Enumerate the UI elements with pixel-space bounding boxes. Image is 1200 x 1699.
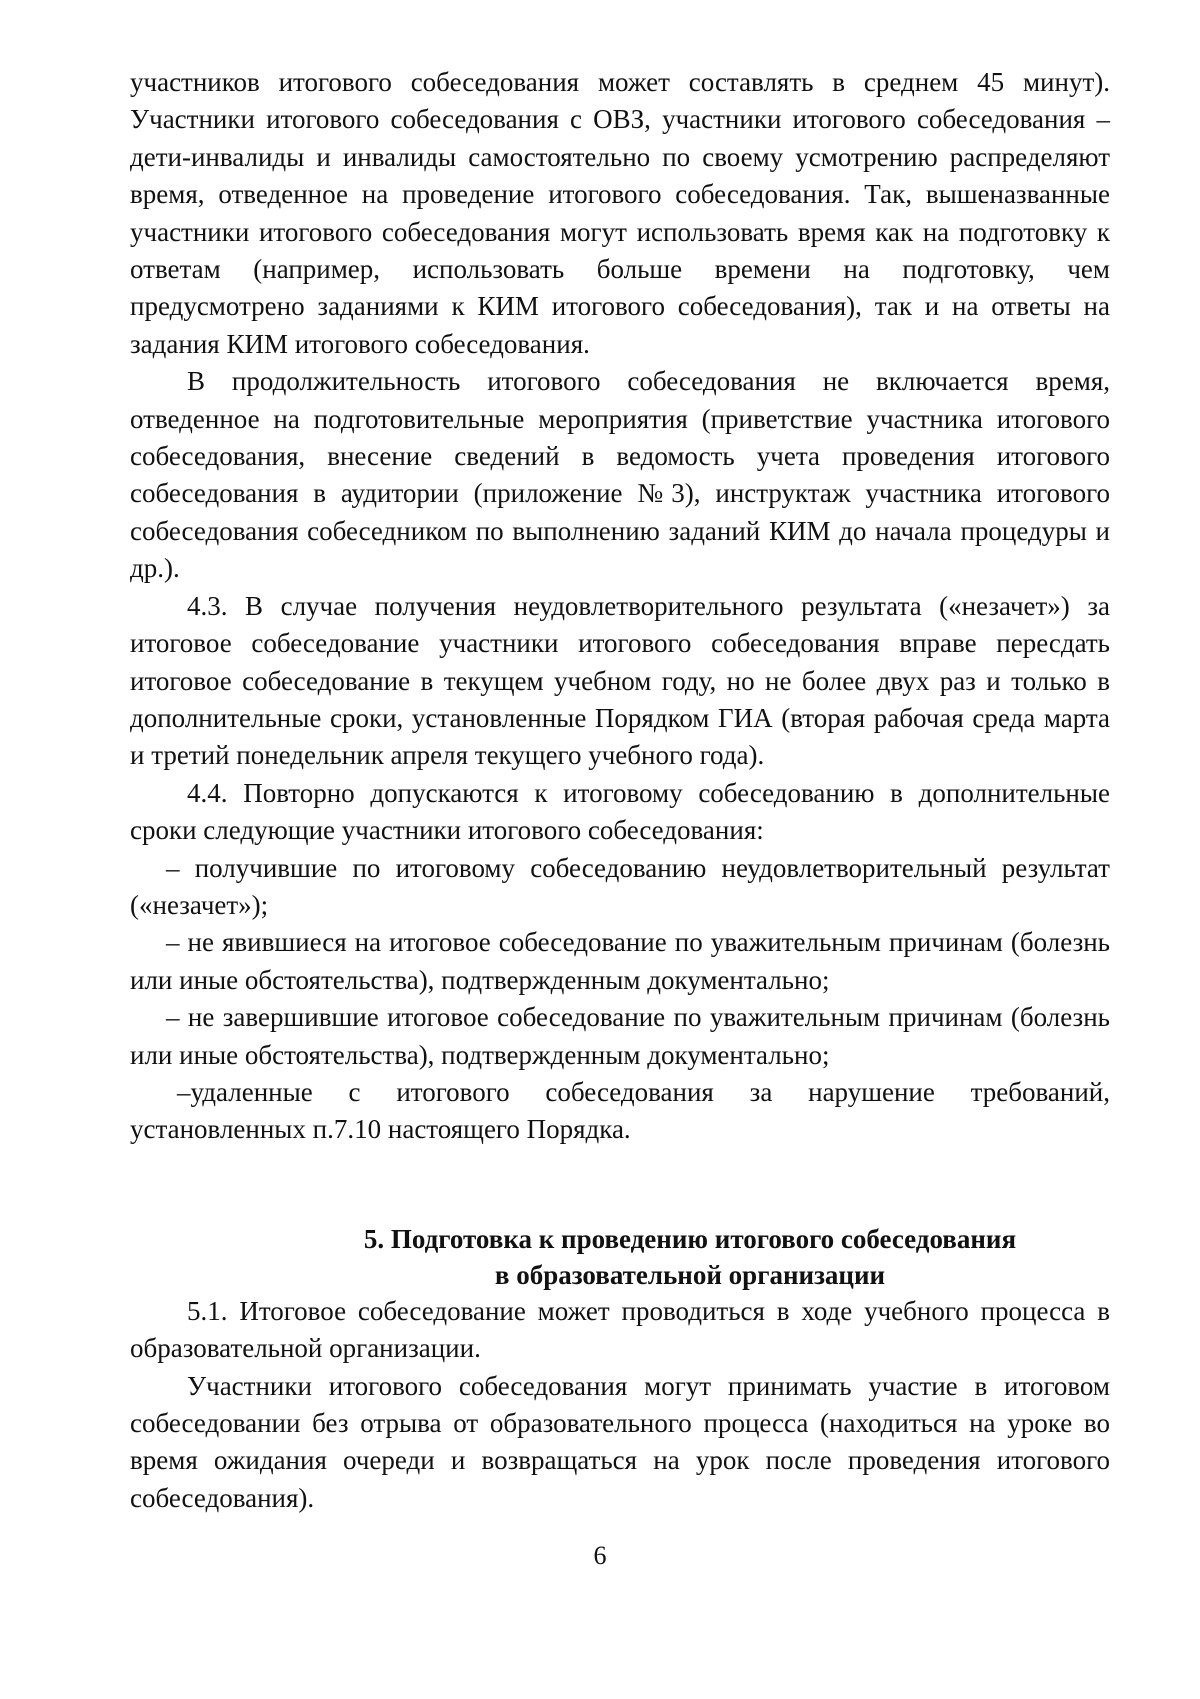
list-item-absent: – не явившиеся на итоговое собеседование по уважительным причинам (болезнь или иные обстоятельства), подтвержденным документально;: [130, 927, 1110, 995]
section-heading-line-2: в образовательной организации: [494, 1259, 886, 1290]
list-item-not-completed: – не завершившие итоговое собеседование по уважительным причинам (болезнь или иные обстоятельства), подтвержденным документально;: [130, 1002, 1110, 1070]
section-heading: [130, 1221, 1110, 1293]
paragraph-duration: В продолжительность итогового собеседования не включается время, отведенное на подготовительные мероприятия (приветствие участника итогового собеседования, внесение сведений в ведомость учета проведения итогового собеседования в аудитории (приложение №3), инструктаж участника итогового собеседования собеседником по выполнению заданий КИМ до начала процедуры и др.).: [130, 366, 1110, 584]
document-body: [130, 64, 1110, 1517]
list-item-unsatisfactory: – получившие по итоговому собеседованию неудовлетворительный результат («незачет»);: [130, 852, 1110, 920]
paragraph-continuation: участников итогового собеседования может составлять в среднем 45 минут). Участники итогового собеседования с ОВЗ, участники итогового собеседования – дети-инвалиды и инвалиды самостоятельно по своему усмотрению распределяют время, отведенное на проведение итогового собеседования. Так, вышеназванные участники итогового собеседования могут использовать время как на подготовку к ответам (например, использовать больше времени на подготовку, чем предусмотрено заданиями к КИМ итогового собеседования), так и на ответы на задания КИМ итогового собеседования.: [130, 67, 1110, 359]
paragraph-participants: Участники итогового собеседования могут принимать участие в итоговом собеседовании без отрыва от образовательного процесса (находиться на уроке во время ожидания очереди и возвращаться на урок после проведения итогового собеседования).: [130, 1370, 1110, 1513]
page-number: 6: [593, 1541, 607, 1570]
paragraph-5-1: 5.1. Итоговое собеседование может проводиться в ходе учебного процесса в образовательной организации.: [130, 1295, 1110, 1364]
list-item-removed: –удаленные с итогового собеседования за нарушение требований, установленных п.7.10 настоящего Порядка.: [130, 1076, 1110, 1145]
paragraph-4-3: 4.3. В случае получения неудовлетворительного результата («незачет») за итоговое собеседование участники итогового собеседования вправе пересдать итоговое собеседование в текущем учебном году, но не более двух раз и только в дополнительные сроки, установленные Порядком ГИА (вторая рабочая среда марта и третий понедельник апреля текущего учебного года).: [130, 590, 1110, 771]
paragraph-4-4: 4.4. Повторно допускаются к итоговому собеседованию в дополнительные сроки следующие участники итогового собеседования:: [130, 777, 1110, 846]
section-heading-line-1: 5. Подготовка к проведению итогового собеседования: [363, 1223, 1017, 1254]
